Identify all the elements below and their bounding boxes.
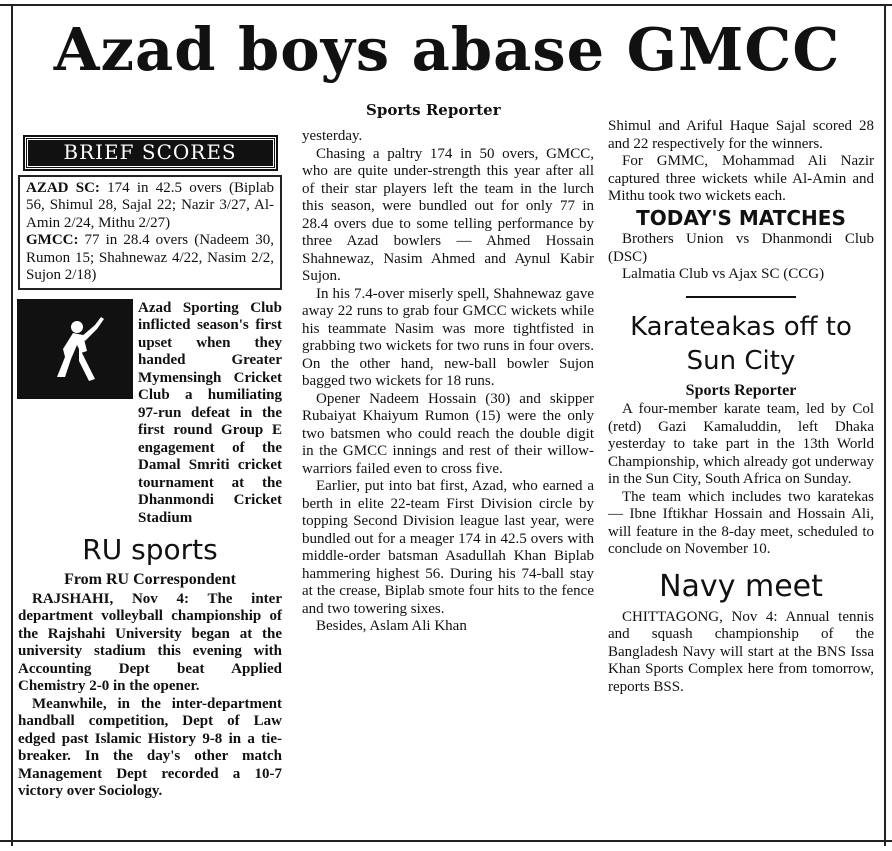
- left-column-rule: [11, 6, 13, 846]
- gmcc-score: [26, 232, 274, 285]
- main-headline: Azad boys abase GMCC: [53, 15, 841, 84]
- lead-paragraph: [138, 300, 282, 528]
- story-paragraph-1: Chasing a paltry 174 in 50 overs, GMCC, who are quite under-strength this year after all of their star players left the team in the lurch this season, were bundled out for only 77 in 28.4 overs due to some telling performance by three Azad bowlers — Ahmed Hossain Shahnewaz, Nasim Ahmed and Aynul Kabir Sujon.: [302, 145, 594, 284]
- brief-scores-title: BRIEF SCORES: [25, 137, 276, 169]
- bottom-rule: [0, 840, 892, 842]
- column-left: [18, 137, 282, 801]
- gmcc-team-label: GMCC:: [26, 232, 79, 248]
- story-paragraph-3: Opener Nadeem Hossain (30) and skipper Rubaiyat Khaiyum Rumon (15) were the only two batsmen who could reach the double digit in the GMCC innings and rest of their willow-warriors failed even to cross five.: [302, 390, 594, 477]
- karate-byline: Sports Reporter: [685, 381, 797, 399]
- story-paragraph-0: yesterday.: [302, 128, 363, 144]
- story-paragraph-7: For GMMC, Mohammad Ali Nazir captured three wickets while Al-Amin and Mithu took two wickets each.: [608, 153, 874, 204]
- todays-matches-heading: TODAY'S MATCHES: [636, 205, 846, 230]
- column-right: [608, 118, 874, 696]
- gmcc-score-line: 77 in 28.4 overs (Nadeem 30, Rumon 15; Shahnewaz 4/22, Nasim 2/2, Sujon 2/18): [26, 232, 274, 283]
- karate-paragraph-1: A four-member karate team, led by Col (retd) Gazi Kamaluddin, left Dhaka yesterday to take part in the 13th World Championship, which already got underway in the Sun City, South Africa on Sunday.: [608, 401, 874, 487]
- story-paragraph-6: Shimul and Ariful Haque Sajal scored 28 and 22 respectively for the winners.: [608, 118, 874, 152]
- column-middle: [302, 128, 594, 636]
- cricketer-silhouette-icon: [18, 300, 132, 398]
- story-paragraph-4: Earlier, put into bat first, Azad, who earned a berth in elite 22-team First Division circle by topping Second Division league last year, were bundled out for a meager 174 in 42.5 overs with middle-order batsman Asadullah Khan Biplab hammering highest 56. During his 74-ball stay at the crease, Biplab smote four hits to the fence and two towering sixes.: [302, 478, 594, 617]
- karate-headline: Karateakas off to Sun City: [630, 311, 852, 376]
- ru-paragraph-2: Meanwhile, in the inter-department handball competition, Dept of Law edged past Islamic History 9-8 in a tie-breaker. In the day's other match Management Dept recorded a 10-7 victory over Sociology.: [18, 695, 282, 799]
- brief-scores-box: [18, 175, 282, 290]
- lead-photo-row: [18, 300, 282, 528]
- story-paragraph-5: Besides, Aslam Ali Khan: [316, 618, 467, 634]
- match-2: Lalmatia Club vs Ajax SC (CCG): [622, 266, 825, 282]
- karate-paragraph-2: The team which includes two karatekas — Ibne Iftikhar Hossain and Hossain Ali, will feature in the 8-day meet, scheduled to conclude on November 10.: [608, 488, 874, 557]
- ru-sports-headline: RU sports: [82, 533, 218, 566]
- main-byline: Sports Reporter: [366, 101, 501, 119]
- azad-score-line: 174 in 42.5 overs (Biplab 56, Shimul 28, Sajal 22; Nazir 3/27, Al-Amin 2/24, Mithu 2/27): [26, 179, 274, 231]
- navy-paragraph-1: CHITTAGONG, Nov 4: Annual tennis and squash championship of the Bangladesh Navy will start at the BNS Issa Khan Sports Complex here from tomorrow, reports BSS.: [608, 608, 874, 695]
- top-rule: [0, 4, 892, 6]
- right-column-rule: [884, 6, 886, 846]
- azad-team-label: AZAD SC:: [26, 179, 100, 196]
- azad-score: [26, 180, 274, 233]
- navy-meet-headline: Navy meet: [659, 568, 823, 604]
- ru-paragraph-1: RAJSHAHI, Nov 4: The inter department volleyball championship of the Rajshahi University began at the university stadium this evening with Accounting Dept beat Applied Chemistry 2-0 in the opener.: [18, 590, 282, 694]
- section-divider: [686, 296, 796, 298]
- match-1: Brothers Union vs Dhanmondi Club (DSC): [608, 231, 874, 265]
- lead-text: Azad Sporting Club inflicted season's first upset when they handed Greater Mymensingh Cricket Club a humiliating 97-run defeat in the first round Group E engagement of the Damal Smriti cricket tournament at the Dhanmondi Cricket Stadium: [138, 299, 282, 526]
- ru-byline: From RU Correspondent: [64, 571, 236, 588]
- story-paragraph-2: In his 7.4-over miserly spell, Shahnewaz gave away 22 runs to grab four GMCC wickets while his teammate Nasim was more tightfisted in grabbing two wickets for two runs in four overs. On the other hand, new-ball bowler Sujon bagged two wickets for 18 runs.: [302, 285, 594, 389]
